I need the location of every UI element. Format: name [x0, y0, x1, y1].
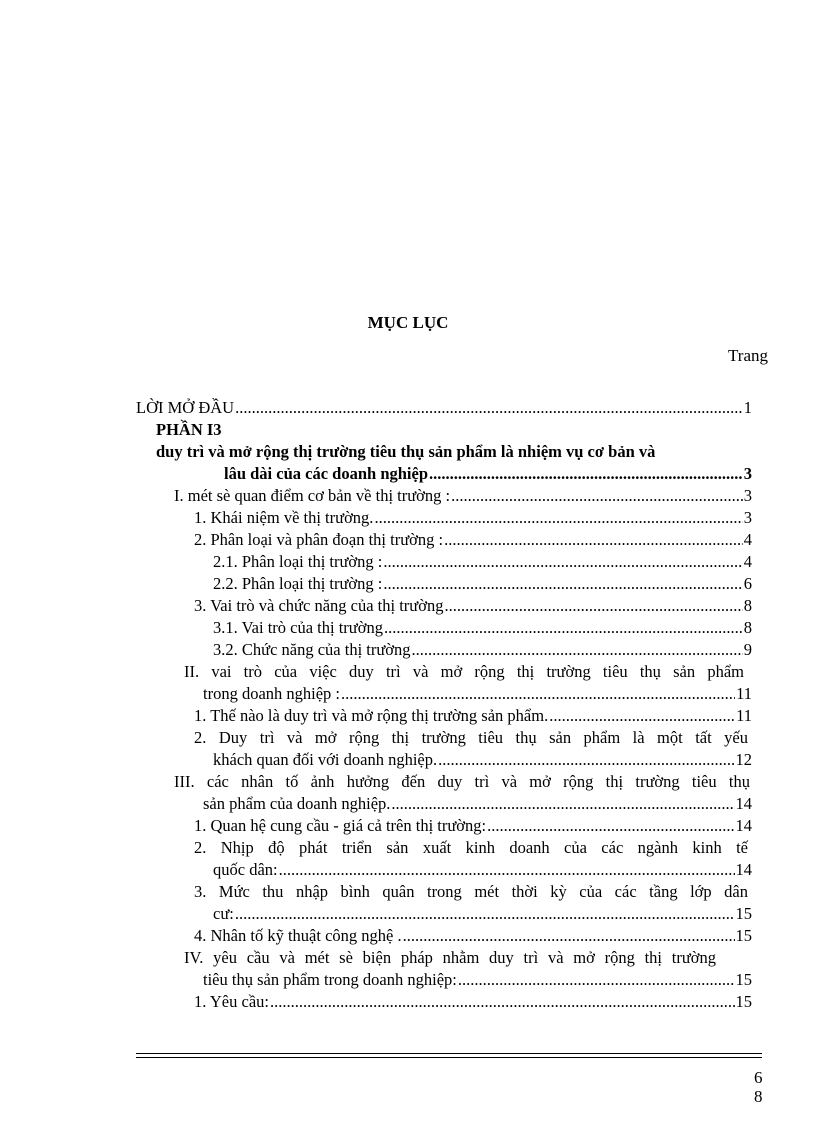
toc-sec3-3-line1: 3. Mức thu nhập bình quân trong mét thời kỳ của các tầng lớp dân	[194, 882, 748, 901]
dot-leader	[403, 925, 735, 947]
toc-page: 9	[743, 640, 752, 659]
toc-entry-sec3-1[interactable]	[194, 815, 752, 837]
toc-sec3-line1: III. các nhân tố ảnh hưởng đến duy trì và mở rộng thị trường tiêu thụ	[174, 772, 750, 791]
toc-label: 3.1. Vai trò của thị trường	[213, 618, 383, 637]
dot-leader	[412, 639, 743, 661]
page-title: MỤC LỤC	[367, 313, 449, 332]
toc-label: 1. Yêu cầu:	[194, 992, 269, 1011]
toc-page: 1	[743, 398, 752, 417]
toc-page: 11	[736, 706, 752, 725]
toc-part-title-line1: duy trì và mở rộng thị trường tiêu thụ sản phẩm là nhiệm vụ cơ bản và	[156, 442, 656, 461]
toc-page: 4	[743, 530, 752, 549]
toc-entry-sec3-4[interactable]	[194, 925, 752, 947]
toc-page: 14	[735, 794, 752, 813]
dot-leader	[487, 815, 734, 837]
toc-page: 4	[743, 552, 752, 571]
toc-label: 1. Khái niệm về thị trường.	[194, 508, 374, 527]
toc-label: trong doanh nghiệp :	[203, 684, 341, 703]
toc-sec3-2-line1: 2. Nhịp độ phát triển sản xuất kinh doanh của các ngành kinh tế	[194, 838, 748, 857]
dot-leader	[270, 991, 735, 1013]
dot-leader	[444, 595, 742, 617]
toc-label: I. mét sè quan điểm cơ bản về thị trường :	[174, 486, 451, 505]
toc-page: 6	[743, 574, 752, 593]
toc-entry-sec1[interactable]	[174, 485, 752, 507]
toc-page: 15	[735, 970, 752, 989]
dot-leader	[383, 551, 742, 573]
dot-leader	[279, 859, 735, 881]
toc-page: 11	[736, 684, 752, 703]
toc-part-heading: PHẦN I3	[156, 420, 222, 439]
toc-entry-sec1-3-2[interactable]	[213, 639, 752, 661]
toc-page: 15	[735, 992, 752, 1011]
toc-label: tiêu thụ sản phẩm trong doanh nghiệp:	[203, 970, 457, 989]
toc-page: 3	[743, 486, 752, 505]
toc-label: 4. Nhân tố kỹ thuật công nghệ .	[194, 926, 402, 945]
dot-leader	[391, 793, 734, 815]
toc-page: 14	[735, 860, 752, 879]
toc-entry-sec2-1[interactable]	[194, 705, 752, 727]
dot-leader	[384, 617, 743, 639]
toc-entry-sec3-2[interactable]	[213, 859, 752, 881]
toc-label: sản phẩm của doanh nghiệp.	[203, 794, 391, 813]
toc-label: 1. Thế nào là duy trì và mở rộng thị trường sản phẩm.	[194, 706, 549, 725]
toc-label: 2. Phân loại và phân đoạn thị trường :	[194, 530, 444, 549]
toc-label: 1. Quan hệ cung cầu - giá cả trên thị trường:	[194, 816, 487, 835]
dot-leader	[374, 507, 742, 529]
toc-label: quốc dân:	[213, 860, 278, 879]
dot-leader	[383, 573, 742, 595]
toc-entry-sec1-1[interactable]	[194, 507, 752, 529]
dot-leader	[458, 969, 735, 991]
dot-leader	[235, 903, 735, 925]
toc-entry-sec3-3[interactable]	[213, 903, 752, 925]
toc-entry-sec1-2-2[interactable]	[213, 573, 752, 595]
dot-leader	[429, 463, 743, 485]
dot-leader	[438, 749, 734, 771]
toc-entry-sec3[interactable]	[203, 793, 752, 815]
toc-page: 14	[735, 816, 752, 835]
toc-entry-part1[interactable]	[224, 463, 752, 485]
dot-leader	[235, 397, 743, 419]
toc-page: 3	[743, 464, 752, 483]
toc-label: 2.1. Phân loại thị trường :	[213, 552, 383, 571]
dot-leader	[549, 705, 735, 727]
toc-entry-sec1-2[interactable]	[194, 529, 752, 551]
toc-entry-sec1-2-1[interactable]	[213, 551, 752, 573]
toc-entry-sec1-3-1[interactable]	[213, 617, 752, 639]
toc-sec4-line1: IV. yêu cầu và mét sè biện pháp nhằm duy trì và mở rộng thị trường	[184, 948, 716, 967]
toc-page: 15	[735, 926, 752, 945]
toc-label: LỜI MỞ ĐẦU	[136, 398, 235, 417]
dot-leader	[341, 683, 735, 705]
toc-sec2-2-line1: 2. Duy trì và mở rộng thị trường tiêu thụ sản phẩm là một tất yếu	[194, 728, 748, 747]
toc-entry-sec4-1[interactable]	[194, 991, 752, 1013]
page-column-header: Trang	[728, 346, 768, 365]
toc-entry-sec2[interactable]	[203, 683, 752, 705]
page-number-digit-2: 8	[754, 1087, 763, 1106]
toc-label: 3. Vai trò và chức năng của thị trường	[194, 596, 444, 615]
toc-label: khách quan đối với doanh nghiệp.	[213, 750, 438, 769]
toc-entry-sec1-3[interactable]	[194, 595, 752, 617]
footer-rule-top	[136, 1053, 762, 1054]
toc-page: 12	[735, 750, 752, 769]
toc-sec2-line1: II. vai trò của việc duy trì và mở rộng thị trường tiêu thụ sản phẩm	[184, 662, 744, 681]
dot-leader	[444, 529, 743, 551]
toc-page: 15	[735, 904, 752, 923]
toc-label: 3.2. Chức năng của thị trường	[213, 640, 411, 659]
page-number-digit-1: 6	[754, 1068, 763, 1087]
toc-label: cư:	[213, 904, 234, 923]
toc-page: 8	[743, 618, 752, 637]
toc-page: 3	[743, 508, 752, 527]
dot-leader	[451, 485, 743, 507]
toc-page: 8	[743, 596, 752, 615]
toc-entry-intro[interactable]	[136, 397, 752, 419]
toc-label: lâu dài của các doanh nghiệp	[224, 464, 429, 483]
toc-label: 2.2. Phân loại thị trường :	[213, 574, 383, 593]
toc-entry-sec4[interactable]	[203, 969, 752, 991]
toc-entry-sec2-2[interactable]	[213, 749, 752, 771]
footer-rule-bottom	[136, 1057, 762, 1058]
